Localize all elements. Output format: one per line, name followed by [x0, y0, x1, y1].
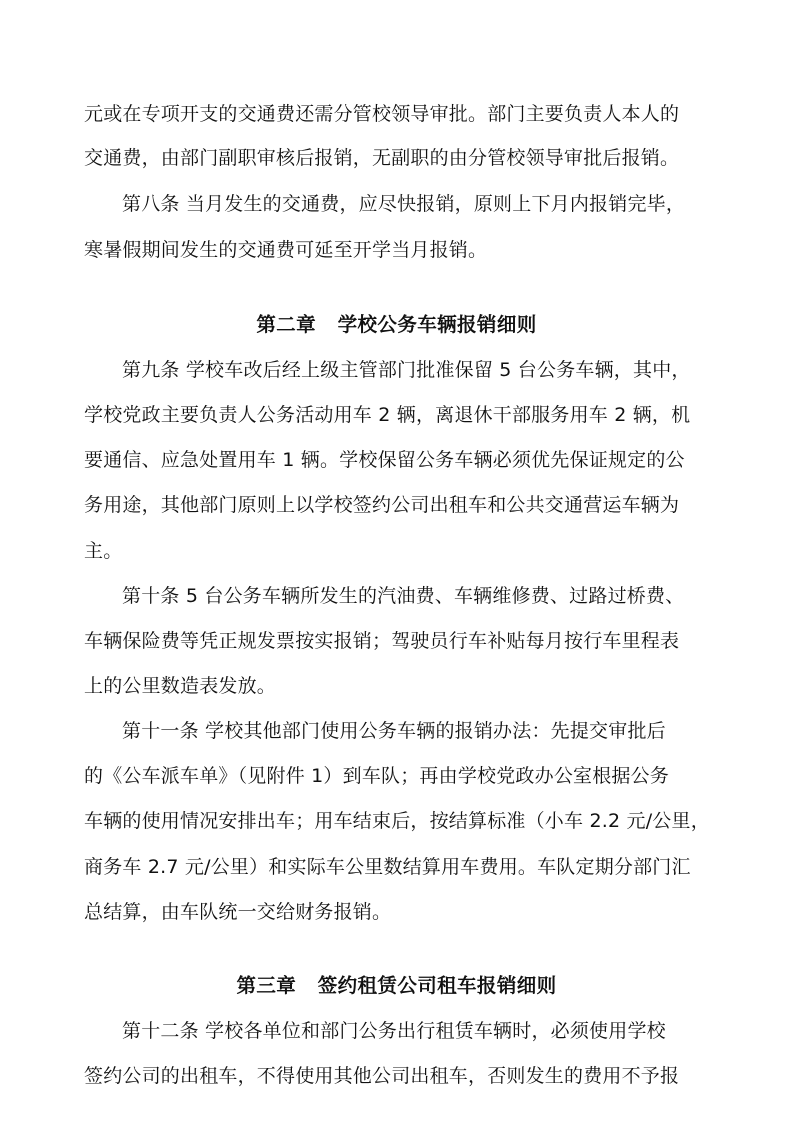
- chapter-2-heading: 第二章 学校公务车辆报销细则: [256, 313, 537, 336]
- paragraph-line: 交通费，由部门副职审核后报销，无副职的由分管校领导审批后报销。: [84, 147, 680, 169]
- paragraph-line: 商务车 2.7 元/公里）和实际车公里数结算用车费用。车队定期分部门汇: [84, 856, 691, 878]
- paragraph-line: 寒暑假期间发生的交通费可延至开学当月报销。: [84, 239, 488, 261]
- paragraph-line: 签约公司的出租车，不得使用其他公司出租车，否则发生的费用不予报: [84, 1065, 680, 1087]
- paragraph-line: 主。: [84, 540, 123, 562]
- article-12-line: 第十二条 学校各单位和部门公务出行租赁车辆时，必须使用学校: [122, 1020, 666, 1042]
- paragraph-line: 上的公里数造表发放。: [84, 675, 277, 697]
- article-8-line: 第八条 当月发生的交通费，应尽快报销，原则上下月内报销完毕，: [122, 193, 686, 215]
- paragraph-line: 的《公车派车单》（见附件 1）到车队；再由学校党政办公室根据公务: [84, 765, 670, 787]
- paragraph-line: 要通信、应急处置用车 1 辆。学校保留公务车辆必须优先保证规定的公: [84, 449, 685, 471]
- paragraph-line: 学校党政主要负责人公务活动用车 2 辆，离退休干部服务用车 2 辆，机: [84, 404, 691, 426]
- paragraph-line: 务用途，其他部门原则上以学校签约公司出租车和公共交通营运车辆为: [84, 494, 680, 516]
- article-10-line: 第十条 5 台公务车辆所发生的汽油费、车辆维修费、过路过桥费、: [122, 585, 685, 607]
- paragraph-line: 总结算，由车队统一交给财务报销。: [84, 901, 392, 923]
- chapter-3-heading: 第三章 签约租赁公司租车报销细则: [236, 974, 557, 997]
- paragraph-line: 元或在专项开支的交通费还需分管校领导审批。部门主要负责人本人的: [84, 103, 680, 125]
- article-9-line: 第九条 学校车改后经上级主管部门批准保留 5 台公务车辆，其中，: [122, 359, 691, 381]
- paragraph-line: 车辆保险费等凭正规发票按实报销；驾驶员行车补贴每月按行车里程表: [84, 630, 680, 652]
- article-11-line: 第十一条 学校其他部门使用公务车辆的报销办法：先提交审批后: [122, 720, 666, 742]
- paragraph-line: 车辆的使用情况安排出车；用车结束后，按结算标准（小车 2.2 元/公里，: [84, 810, 710, 832]
